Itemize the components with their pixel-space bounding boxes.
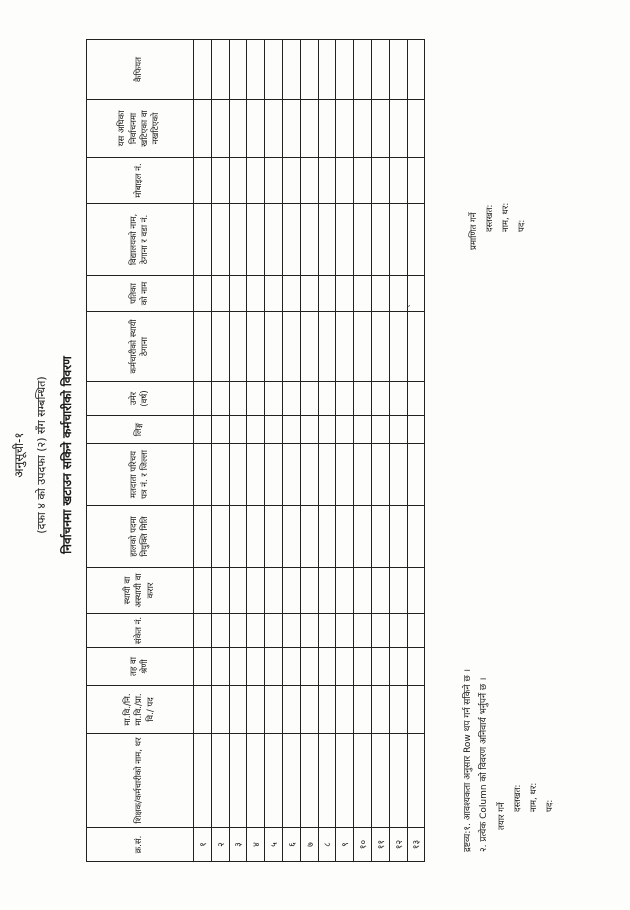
blank-cell [194, 734, 212, 828]
blank-cell [247, 276, 265, 312]
column-header: क्र.सं. [87, 828, 194, 862]
blank-cell [265, 382, 283, 416]
blank-cell [265, 614, 283, 648]
blank-cell [300, 444, 318, 506]
blank-cell [336, 312, 354, 382]
blank-cell [371, 734, 389, 828]
blank-cell [211, 416, 229, 444]
column-header: मतदाता परिचय पत्र नं. र जिल्ला [87, 444, 194, 506]
blank-cell [318, 686, 336, 734]
prepared-by-block [494, 783, 558, 830]
serial-number-cell: ८ [318, 828, 336, 862]
blank-cell [229, 204, 247, 276]
serial-number-cell: १ [194, 828, 212, 862]
blank-cell [318, 614, 336, 648]
blank-cell [194, 204, 212, 276]
blank-cell [300, 312, 318, 382]
blank-cell [229, 40, 247, 100]
blank-cell [300, 614, 318, 648]
blank-cell [282, 506, 300, 568]
blank-cell [371, 506, 389, 568]
serial-number-cell: ९ [336, 828, 354, 862]
column-header: स्थायी वा अस्थायी वा करार [87, 568, 194, 614]
blank-cell [247, 686, 265, 734]
column-header: लिङ्ग [87, 416, 194, 444]
column-header: विद्यालयको नाम, ठेगाना र वडा नं. [87, 204, 194, 276]
blank-cell [407, 158, 425, 204]
blank-cell [389, 40, 407, 100]
blank-cell [211, 100, 229, 158]
blank-cell [229, 100, 247, 158]
blank-cell [389, 686, 407, 734]
blank-cell [336, 734, 354, 828]
blank-cell [300, 158, 318, 204]
pen-mark: ` [408, 303, 419, 308]
blank-cell [371, 614, 389, 648]
blank-cell [300, 506, 318, 568]
blank-cell [354, 648, 372, 686]
blank-cell [282, 416, 300, 444]
blank-cell [371, 444, 389, 506]
table-row [247, 40, 265, 862]
blank-cell [211, 506, 229, 568]
blank-cell [336, 416, 354, 444]
blank-cell [407, 734, 425, 828]
blank-cell [318, 506, 336, 568]
blank-cell [282, 614, 300, 648]
annex-subtitle: (दफा ४ को उपदफा (२) सँग सम्बन्धित) [35, 376, 48, 534]
table-row [371, 40, 389, 862]
blank-cell [265, 204, 283, 276]
blank-cell [318, 734, 336, 828]
table-row [282, 40, 300, 862]
table-row [211, 40, 229, 862]
blank-cell [211, 40, 229, 100]
blank-cell [194, 158, 212, 204]
certified-by-block [466, 203, 530, 250]
column-header: शिक्षक/कर्मचारीको नाम, थर [87, 734, 194, 828]
table-row [265, 40, 283, 862]
prepared-name-field: नाम, थर: [529, 782, 539, 812]
blank-cell [336, 686, 354, 734]
blank-cell [247, 312, 265, 382]
blank-cell [318, 204, 336, 276]
serial-number-cell: ७ [300, 828, 318, 862]
blank-cell [300, 568, 318, 614]
blank-cell [282, 686, 300, 734]
column-header: पतिका को नाम [87, 276, 194, 312]
blank-cell [389, 648, 407, 686]
blank-cell [318, 312, 336, 382]
serial-number-cell: १० [354, 828, 372, 862]
blank-cell [336, 568, 354, 614]
blank-cell [318, 40, 336, 100]
blank-cell [265, 506, 283, 568]
blank-cell [354, 204, 372, 276]
blank-cell [265, 734, 283, 828]
blank-cell [229, 158, 247, 204]
blank-cell [194, 614, 212, 648]
blank-cell [336, 276, 354, 312]
blank-cell [194, 506, 212, 568]
blank-cell [194, 40, 212, 100]
blank-cell [300, 100, 318, 158]
note-columns: २. प्रत्येक Column को विवरण अनिवार्य भर्नुपर्ने छ । [479, 677, 489, 852]
blank-cell [229, 614, 247, 648]
blank-cell [318, 382, 336, 416]
blank-cell [194, 416, 212, 444]
certified-post-field: पद: [517, 219, 527, 232]
table-header-row [87, 40, 194, 862]
blank-cell [407, 100, 425, 158]
table-row [354, 40, 372, 862]
blank-cell [407, 614, 425, 648]
blank-cell [300, 686, 318, 734]
blank-cell [318, 158, 336, 204]
blank-cell [336, 648, 354, 686]
blank-cell [371, 686, 389, 734]
blank-cell [300, 40, 318, 100]
serial-number-cell: १३ [407, 828, 425, 862]
blank-cell [211, 648, 229, 686]
blank-cell [336, 40, 354, 100]
staff-details-table-container [86, 40, 425, 862]
blank-cell [211, 686, 229, 734]
blank-cell [282, 100, 300, 158]
blank-cell [247, 444, 265, 506]
blank-cell [371, 568, 389, 614]
blank-cell [282, 276, 300, 312]
blank-cell [371, 100, 389, 158]
serial-number-cell: ३ [229, 828, 247, 862]
blank-cell [194, 100, 212, 158]
blank-cell [282, 158, 300, 204]
blank-cell [211, 444, 229, 506]
blank-cell [211, 204, 229, 276]
blank-cell [318, 444, 336, 506]
blank-cell [371, 382, 389, 416]
blank-cell [229, 568, 247, 614]
blank-cell [282, 734, 300, 828]
column-header: तह वा श्रेणी [87, 648, 194, 686]
table-body [194, 40, 425, 862]
note-rows: द्रष्टव्य:१. आवश्यकता अनुसार Row थप गर्न सकिने छ । [463, 668, 473, 852]
blank-cell [318, 648, 336, 686]
serial-number-cell: १२ [389, 828, 407, 862]
certified-by-label: प्रमाणित गर्ने [469, 212, 479, 250]
blank-cell [194, 568, 212, 614]
blank-cell [354, 312, 372, 382]
blank-cell [282, 204, 300, 276]
blank-cell [247, 158, 265, 204]
blank-cell [229, 686, 247, 734]
blank-cell [247, 204, 265, 276]
blank-cell [318, 416, 336, 444]
serial-number-cell: ६ [282, 828, 300, 862]
certified-signature-field: दस्तखत: [485, 204, 495, 232]
blank-cell [371, 416, 389, 444]
blank-cell [265, 444, 283, 506]
serial-number-cell: ११ [371, 828, 389, 862]
column-header: संकेत नं. [87, 614, 194, 648]
blank-cell [211, 158, 229, 204]
blank-cell [265, 100, 283, 158]
blank-cell [389, 734, 407, 828]
blank-cell [407, 686, 425, 734]
blank-cell [265, 416, 283, 444]
blank-cell [300, 276, 318, 312]
blank-cell [211, 734, 229, 828]
table-row [336, 40, 354, 862]
table-row [389, 40, 407, 862]
blank-cell [282, 444, 300, 506]
blank-cell [354, 614, 372, 648]
certified-name-field: नाम, थर: [501, 202, 511, 232]
blank-cell [194, 686, 212, 734]
blank-cell [282, 382, 300, 416]
blank-cell [300, 648, 318, 686]
prepared-by-label: तयार गर्ने [497, 802, 507, 830]
blank-cell [371, 40, 389, 100]
blank-cell [247, 416, 265, 444]
column-header: मा.वि./नि. मा.वि./प्रा. वि./ पद [87, 686, 194, 734]
column-header: कैफियत [87, 40, 194, 100]
blank-cell [407, 40, 425, 100]
blank-cell [354, 416, 372, 444]
blank-cell [318, 568, 336, 614]
blank-cell [229, 734, 247, 828]
blank-cell [247, 648, 265, 686]
blank-cell [247, 614, 265, 648]
blank-cell [265, 686, 283, 734]
table-row [229, 40, 247, 862]
table-row [407, 40, 425, 862]
blank-cell [265, 568, 283, 614]
blank-cell [407, 568, 425, 614]
blank-cell [211, 614, 229, 648]
blank-cell [407, 416, 425, 444]
blank-cell [247, 40, 265, 100]
blank-cell [265, 276, 283, 312]
blank-cell [354, 506, 372, 568]
blank-cell [389, 158, 407, 204]
blank-cell [247, 506, 265, 568]
blank-cell [318, 100, 336, 158]
blank-cell [229, 416, 247, 444]
blank-cell [354, 158, 372, 204]
blank-cell [371, 276, 389, 312]
blank-cell [318, 276, 336, 312]
blank-cell [407, 444, 425, 506]
blank-cell [336, 614, 354, 648]
blank-cell [354, 568, 372, 614]
column-header: हालको पदमा नियुक्ति मिति [87, 506, 194, 568]
blank-cell [282, 648, 300, 686]
blank-cell [407, 382, 425, 416]
blank-cell [229, 276, 247, 312]
blank-cell [407, 312, 425, 382]
blank-cell [282, 40, 300, 100]
column-header: यस अघिका निर्वाचनमा खटिएका वा नखटिएको [87, 100, 194, 158]
blank-cell [247, 382, 265, 416]
blank-cell [194, 312, 212, 382]
blank-cell [407, 204, 425, 276]
blank-cell [300, 204, 318, 276]
blank-cell [229, 444, 247, 506]
blank-cell [282, 312, 300, 382]
blank-cell [282, 568, 300, 614]
blank-cell [389, 382, 407, 416]
blank-cell [354, 686, 372, 734]
blank-cell [371, 158, 389, 204]
blank-cell [300, 416, 318, 444]
blank-cell [336, 158, 354, 204]
blank-cell [247, 100, 265, 158]
blank-cell [389, 568, 407, 614]
table-row [300, 40, 318, 862]
blank-cell [300, 734, 318, 828]
blank-cell [389, 312, 407, 382]
blank-cell [194, 444, 212, 506]
column-header: मोबाइल नं. [87, 158, 194, 204]
blank-cell [354, 100, 372, 158]
blank-cell [371, 648, 389, 686]
blank-cell [371, 204, 389, 276]
blank-cell [247, 734, 265, 828]
table-row [318, 40, 336, 862]
blank-cell [211, 276, 229, 312]
blank-cell [407, 648, 425, 686]
blank-cell [300, 382, 318, 416]
blank-cell [336, 444, 354, 506]
blank-cell [265, 158, 283, 204]
blank-cell [229, 382, 247, 416]
blank-cell [371, 312, 389, 382]
serial-number-cell: २ [211, 828, 229, 862]
prepared-post-field: पद: [545, 799, 555, 812]
blank-cell [389, 100, 407, 158]
blank-cell [354, 444, 372, 506]
column-header: कर्मचारीको स्थायी ठेगाना [87, 312, 194, 382]
blank-cell [194, 382, 212, 416]
blank-cell [211, 568, 229, 614]
blank-cell [265, 312, 283, 382]
blank-cell [229, 312, 247, 382]
blank-cell [389, 506, 407, 568]
blank-cell [336, 382, 354, 416]
blank-cell [354, 382, 372, 416]
blank-cell [389, 416, 407, 444]
blank-cell [265, 40, 283, 100]
blank-cell [265, 648, 283, 686]
blank-cell [247, 568, 265, 614]
prepared-signature-field: दस्तखत: [513, 784, 523, 812]
blank-cell [354, 276, 372, 312]
blank-cell [336, 100, 354, 158]
blank-cell [194, 276, 212, 312]
blank-cell [389, 204, 407, 276]
blank-cell [389, 444, 407, 506]
blank-cell [229, 506, 247, 568]
blank-cell [407, 506, 425, 568]
annex-title: अनुसूची-१ [12, 432, 26, 478]
serial-number-cell: ४ [247, 828, 265, 862]
blank-cell [389, 614, 407, 648]
blank-cell [194, 648, 212, 686]
blank-cell [336, 506, 354, 568]
blank-cell [354, 40, 372, 100]
blank-cell [354, 734, 372, 828]
blank-cell [229, 648, 247, 686]
blank-cell [211, 312, 229, 382]
blank-cell [211, 382, 229, 416]
blank-cell [389, 276, 407, 312]
table-row [194, 40, 212, 862]
serial-number-cell: ५ [265, 828, 283, 862]
form-title: निर्वाचनमा खटाउन सकिने कर्मचारीको विवरण [60, 356, 74, 554]
column-header: उमेर (वर्ष) [87, 382, 194, 416]
staff-details-table [86, 39, 425, 862]
blank-cell [336, 204, 354, 276]
